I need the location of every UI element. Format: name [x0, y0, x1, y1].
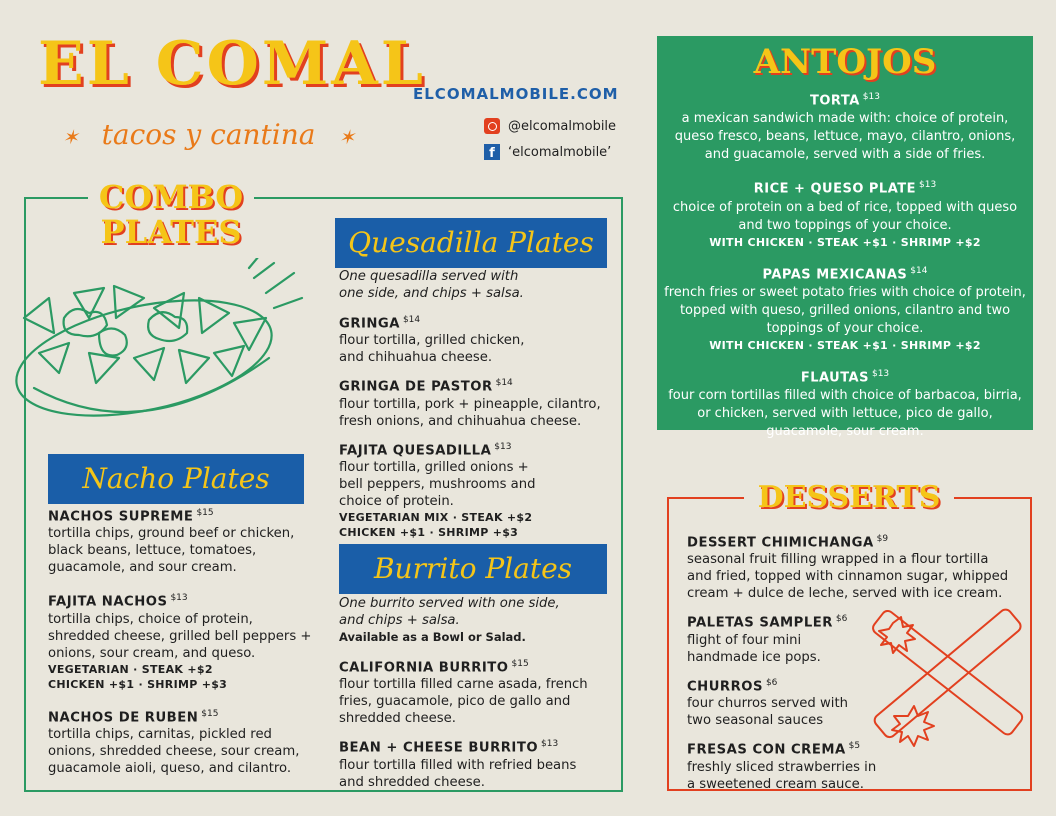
menu-item	[687, 675, 1017, 729]
item-description: flour tortilla, grilled onions + bell peppers, mushrooms and choice of protein.	[339, 460, 536, 510]
item-name: CALIFORNIA BURRITO	[339, 660, 509, 676]
item-name: FAJITA NACHOS	[48, 594, 168, 610]
item-price: $5	[848, 741, 861, 752]
item-price: $13	[862, 92, 880, 102]
item-name: BEAN + CHEESE BURRITO	[339, 740, 539, 756]
section-intro: One quesadilla served with one side, and chips + salsa.	[339, 269, 524, 301]
item-description: four corn tortillas filled with choice of barbacoa, birria, or chicken, served with lettuce, pico de gallo, guacamole, sour cream.	[668, 388, 1022, 440]
facebook-handle[interactable]: ‘elcomalmobile’	[508, 144, 612, 160]
item-name: GRINGA	[339, 316, 400, 332]
item-name: FRESAS CON CREMA	[687, 742, 846, 758]
item-description: tortilla chips, carnitas, pickled red onions, shredded cheese, sour cream, guacamole aioli, queso, and cilantro.	[48, 727, 300, 777]
item-description: tortilla chips, choice of protein, shredded cheese, grilled bell peppers + onions, sour cream, and queso.	[48, 611, 312, 661]
item-price: $14	[495, 378, 513, 389]
menu-item	[339, 656, 604, 727]
section-intro: One burrito served with one side, and chips + salsa.	[339, 596, 560, 628]
item-description: flour tortilla, grilled chicken, and chihuahua cheese.	[339, 333, 525, 366]
item-addon: WITH CHICKEN · STEAK +$1 · SHRIMP +$2	[709, 235, 981, 249]
combo-plates-title	[88, 180, 254, 249]
desserts-section	[687, 531, 1017, 802]
star-icon: ✶	[62, 125, 79, 149]
item-description: seasonal fruit filling wrapped in a flour tortilla and fried, topped with cinnamon sugar, whipped cream + dulce de leche, served with ice cream.	[687, 552, 1009, 602]
item-price: $13	[871, 368, 890, 379]
burrito-plates-section	[339, 595, 604, 800]
item-description: four churros served with two seasonal sauces	[687, 696, 848, 729]
menu-item	[48, 590, 313, 691]
nachos-plate-illustration	[4, 258, 304, 448]
item-price: $13	[919, 180, 937, 191]
item-name: NACHOS SUPREME	[48, 509, 194, 525]
item-price: $6	[765, 677, 778, 688]
nacho-plates-section	[48, 505, 313, 786]
item-price: $14	[402, 315, 421, 325]
item-description: tortilla chips, ground beef or chicken, black beans, lettuce, tomatoes, guacamole, and sour cream.	[48, 526, 295, 576]
menu-item	[339, 312, 604, 366]
item-description: flour tortilla filled with refried beans and shredded cheese.	[339, 757, 577, 790]
combo-title-line1: COMBO	[98, 178, 244, 216]
item-description: french fries or sweet potato fries with choice of protein, topped with queso, grilled onions, cilantro and two toppings of your choice.	[664, 284, 1026, 336]
nacho-plates-banner: Nacho Plates	[48, 454, 304, 504]
item-description: flour tortilla, pork + pineapple, cilantro, fresh onions, and chihuahua cheese.	[339, 396, 601, 429]
item-name: CHURROS	[687, 679, 763, 695]
item-addon: VEGETARIAN MIX · STEAK +$2	[339, 511, 533, 525]
item-description: a mexican sandwich made with: choice of protein, queso fresco, beans, lettuce, mayo, cilantro, onions, and guacamole, served with a side of fries.	[674, 111, 1016, 163]
item-name: PALETAS SAMPLER	[687, 615, 833, 631]
combo-title-line2: PLATES	[100, 212, 242, 251]
instagram-icon	[484, 118, 500, 134]
item-price: $14	[910, 265, 928, 276]
antojos-panel	[657, 36, 1033, 440]
facebook-row[interactable]	[484, 144, 611, 160]
item-price: $15	[201, 708, 219, 719]
item-addon: WITH CHICKEN · STEAK +$1 · SHRIMP +$2	[709, 338, 981, 352]
item-name: FAJITA QUESADILLA	[339, 443, 492, 459]
menu-item	[663, 176, 1027, 249]
item-addon: VEGETARIAN · STEAK +$2	[48, 662, 213, 676]
menu-item	[339, 736, 604, 790]
item-description: flight of four mini handmade ice pops.	[687, 632, 821, 665]
website-link[interactable]: ELCOMALMOBILE.COM	[413, 85, 619, 103]
menu-item	[339, 439, 604, 540]
facebook-icon: f	[484, 144, 500, 160]
item-description: flour tortilla filled carne asada, french fries, guacamole, pico de gallo and shredded cheese.	[339, 677, 588, 727]
menu-item	[687, 738, 1017, 792]
item-addon: CHICKEN +$1 · SHRIMP +$3	[48, 677, 228, 691]
item-price: $13	[541, 739, 559, 750]
menu-item	[663, 88, 1027, 164]
menu-item	[48, 505, 313, 576]
item-description: freshly sliced strawberries in a sweetened cream sauce.	[687, 759, 877, 792]
item-name: NACHOS DE RUBEN	[48, 710, 199, 726]
section-note: Available as a Bowl or Salad.	[339, 630, 526, 644]
item-addon: CHICKEN +$1 · SHRIMP +$3	[339, 526, 519, 540]
item-price: $6	[835, 614, 848, 625]
star-icon: ✶	[338, 125, 356, 149]
item-price: $15	[511, 659, 529, 669]
instagram-handle[interactable]: @elcomalmobile	[508, 118, 617, 134]
item-name: FLAUTAS	[800, 370, 869, 386]
item-name: RICE + QUESO PLATE	[753, 181, 917, 197]
desserts-title: DESSERTS	[744, 480, 954, 515]
brand-logo: EL COMAL	[38, 29, 426, 99]
menu-item	[687, 611, 1017, 665]
menu-item	[663, 365, 1027, 441]
antojos-items	[663, 88, 1027, 453]
item-price: $15	[196, 508, 214, 518]
menu-item	[48, 706, 313, 777]
menu-item	[687, 531, 1017, 602]
tagline-text: tacos y cantina	[101, 118, 316, 151]
quesadilla-plates-section	[339, 268, 604, 549]
antojos-title: ANTOJOS	[753, 42, 937, 82]
item-description: choice of protein on a bed of rice, topped with queso and two toppings of your choice.	[672, 199, 1018, 233]
menu-item	[663, 262, 1027, 353]
menu-item	[339, 375, 604, 429]
item-price: $9	[876, 534, 889, 544]
instagram-row[interactable]	[484, 118, 616, 134]
item-name: GRINGA DE PASTOR	[339, 379, 493, 395]
item-price: $13	[494, 441, 512, 452]
burrito-plates-banner: Burrito Plates	[339, 544, 607, 594]
item-name: DESSERT CHIMICHANGA	[687, 535, 874, 551]
quesadilla-plates-banner: Quesadilla Plates	[335, 218, 607, 268]
tagline	[62, 118, 355, 151]
item-price: $13	[170, 593, 188, 604]
item-name: TORTA	[810, 93, 860, 109]
item-name: PAPAS MEXICANAS	[762, 266, 908, 282]
